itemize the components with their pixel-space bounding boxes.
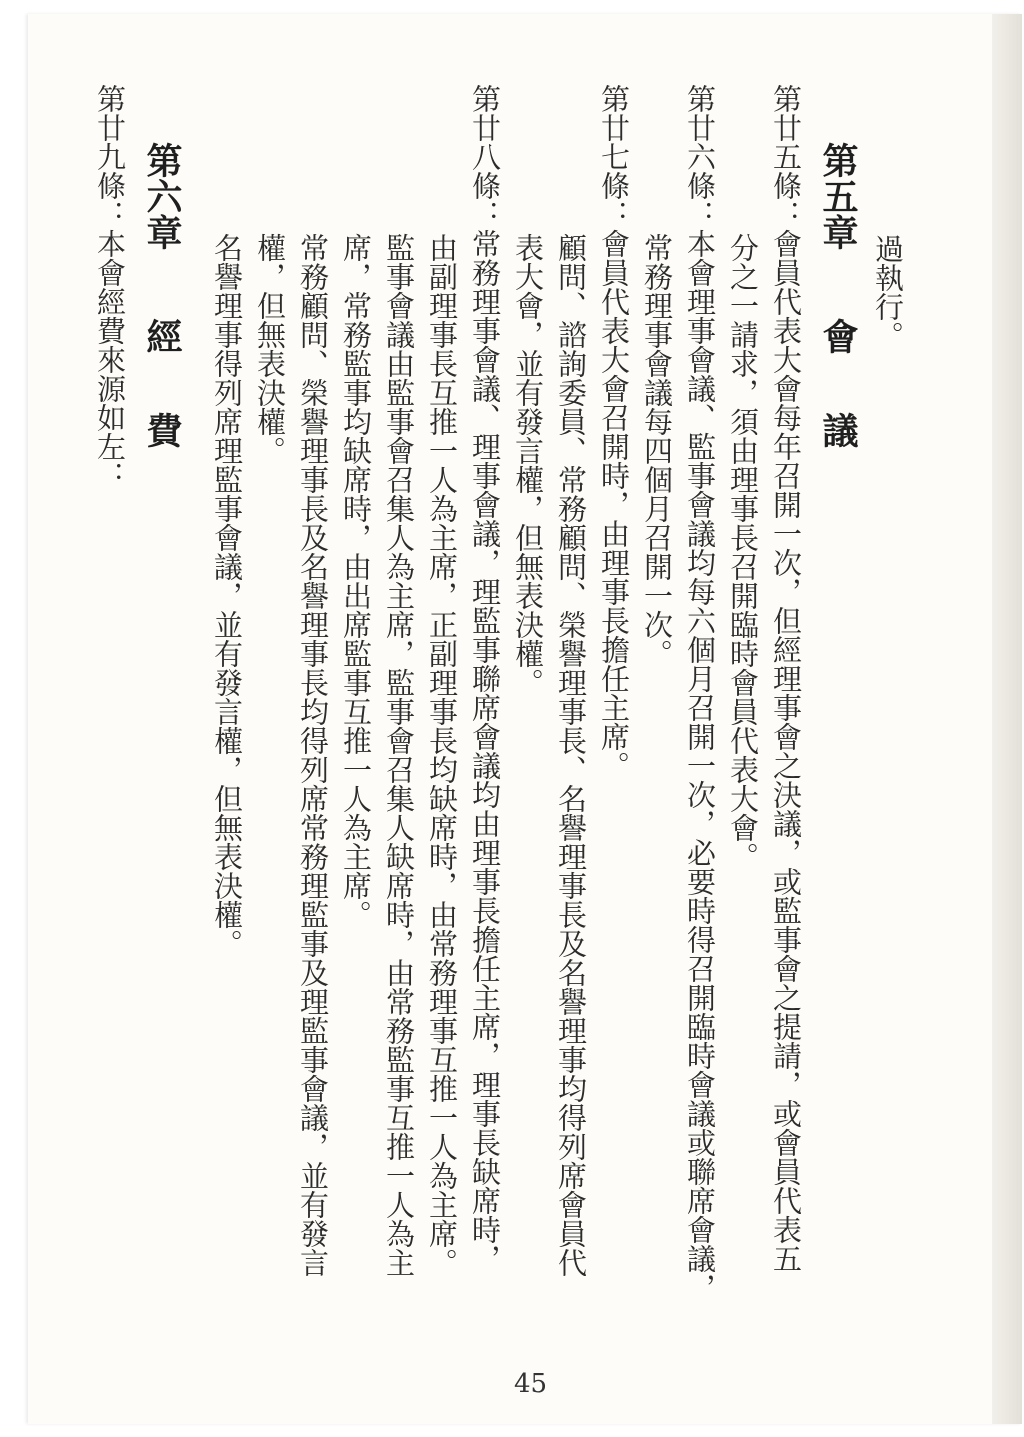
article-26-line-1: 第廿六條：本會理事會議、監事會議均每六個月召開一次，必要時得召開臨時會議或聯席會議，	[683, 84, 717, 1302]
article-29-line-1: 第廿九條：本會經費來源如左：	[93, 84, 127, 490]
article-28-line-5: 常務顧問、榮譽理事長及名譽理事長均得列席常務理監事及理監事會議，並有發言	[296, 233, 330, 1277]
article-25-line-1: 第廿五條：會員代表大會每年召開一次，但經理事會之決議，或監事會之提請，或會員代表五	[769, 84, 803, 1273]
article-28-line-1: 第廿八條：常務理事會議、理事會議，理監事聯席會議均由理事長擔任主席，理事長缺席時，	[468, 84, 502, 1273]
article-28-line-3: 監事會議由監事會召集人為主席，監事會召集人缺席時，由常務監事互推一人為主	[382, 233, 416, 1277]
article-26-line-2: 常務理事會議每四個月召開一次。	[640, 233, 674, 668]
article-28-line-2: 由副理事長互推一人為主席，正副理事長均缺席時，由常務理事互推一人為主席。	[425, 233, 459, 1277]
article-28-line-7: 名譽理事得列席理監事會議，並有發言權，但無表決權。	[210, 233, 244, 958]
article-25-line-2: 分之一請求，須由理事長召開臨時會員代表大會。	[726, 233, 760, 871]
chapter-5-heading	[816, 142, 858, 448]
page-number: 45	[514, 1369, 548, 1399]
article-27-line-3: 表大會，並有發言權，但無表決權。	[511, 233, 545, 697]
article-28-line-4: 席，常務監事均缺席時，由出席監事互推一人為主席。	[339, 233, 373, 929]
col-continuation: 過執行。	[871, 234, 905, 350]
chapter-5-title-char-2: 議	[817, 412, 858, 448]
chapter-6-title-char-1: 經	[141, 318, 182, 354]
document-page	[28, 14, 1022, 1424]
page-edge-shadow	[992, 14, 1022, 1424]
chapter-6-heading	[140, 142, 182, 448]
article-27-line-2: 顧問、諮詢委員、常務顧問、榮譽理事長、名譽理事長及名譽理事均得列席會員代	[554, 233, 588, 1277]
chapter-6-number: 第六章	[141, 142, 182, 250]
chapter-6-title-char-2: 費	[141, 412, 182, 448]
article-28-line-6: 權，但無表決權。	[253, 233, 287, 465]
chapter-5-title-char-1: 會	[817, 318, 858, 354]
article-27-line-1: 第廿七條：會員代表大會召開時，由理事長擔任主席。	[597, 84, 631, 780]
chapter-5-number: 第五章	[817, 142, 858, 250]
